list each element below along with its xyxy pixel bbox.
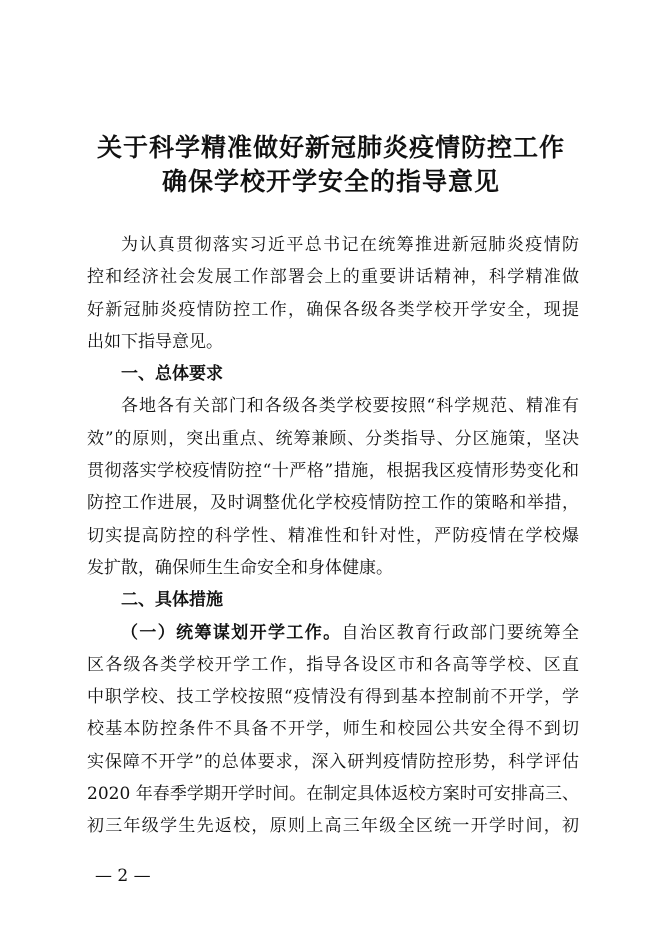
- text-line: 防控工作进展，及时调整优化学校疫情防控工作的策略和举措，: [87, 493, 579, 514]
- text-line: 各地各有关部门和各级各类学校要按照“科学规范、精准有: [121, 396, 579, 417]
- text-line: [87, 617, 579, 649]
- text-line: 出如下指导意见。: [87, 331, 223, 352]
- document-body: [87, 229, 579, 843]
- text-line: 为认真贯彻落实习近平总书记在统筹推进新冠肺炎疫情防: [121, 235, 579, 255]
- section-heading-general: 一、总体要求: [121, 364, 223, 385]
- page-number: — 2 —: [95, 866, 151, 886]
- document-title-line-2: 确保学校开学安全的指导意见: [161, 167, 500, 196]
- section-heading-measures: 二、具体措施: [121, 590, 223, 611]
- text-line: 校基本防控条件不具备不开学，师生和校园公共安全得不到切: [87, 719, 579, 740]
- text-line: 中职学校、技工学校按照“疫情没有得到基本控制前不开学，学: [87, 687, 579, 708]
- text-line: 好新冠肺炎疫情防控工作，确保各级各类学校开学安全，现提: [87, 299, 579, 320]
- text-line: 初三年级学生先返校，原则上高三年级全区统一开学时间，初: [87, 816, 579, 837]
- text-line: 实保障不开学”的总体要求，深入研判疫情防控形势，科学评估: [87, 751, 579, 772]
- text-line: 2020 年春季学期开学时间。在制定具体返校方案时可安排高三、: [87, 784, 579, 805]
- text-line: 切实提高防控的科学性、精准性和针对性，严防疫情在学校爆: [87, 525, 579, 546]
- text-line: 区各级各类学校开学工作，指导各设区市和各高等学校、区直: [87, 654, 579, 675]
- document-title-line-1: 关于科学精准做好新冠肺炎疫情防控工作: [96, 133, 565, 162]
- text-line: 效”的原则，突出重点、统筹兼顾、分类指导、分区施策，坚决: [87, 428, 579, 449]
- measure-text: 自治区教育行政部门要统筹全: [341, 622, 579, 643]
- text-line: 贯彻落实学校疫情防控“十严格”措施，根据我区疫情形势变化和: [87, 461, 579, 482]
- text-line: 发扩散，确保师生生命安全和身体健康。: [87, 557, 393, 578]
- measure-lead-phrase: （一）统筹谋划开学工作。: [121, 622, 342, 643]
- text-line: 控和经济社会发展工作部署会上的重要讲话精神，科学精准做: [87, 267, 579, 288]
